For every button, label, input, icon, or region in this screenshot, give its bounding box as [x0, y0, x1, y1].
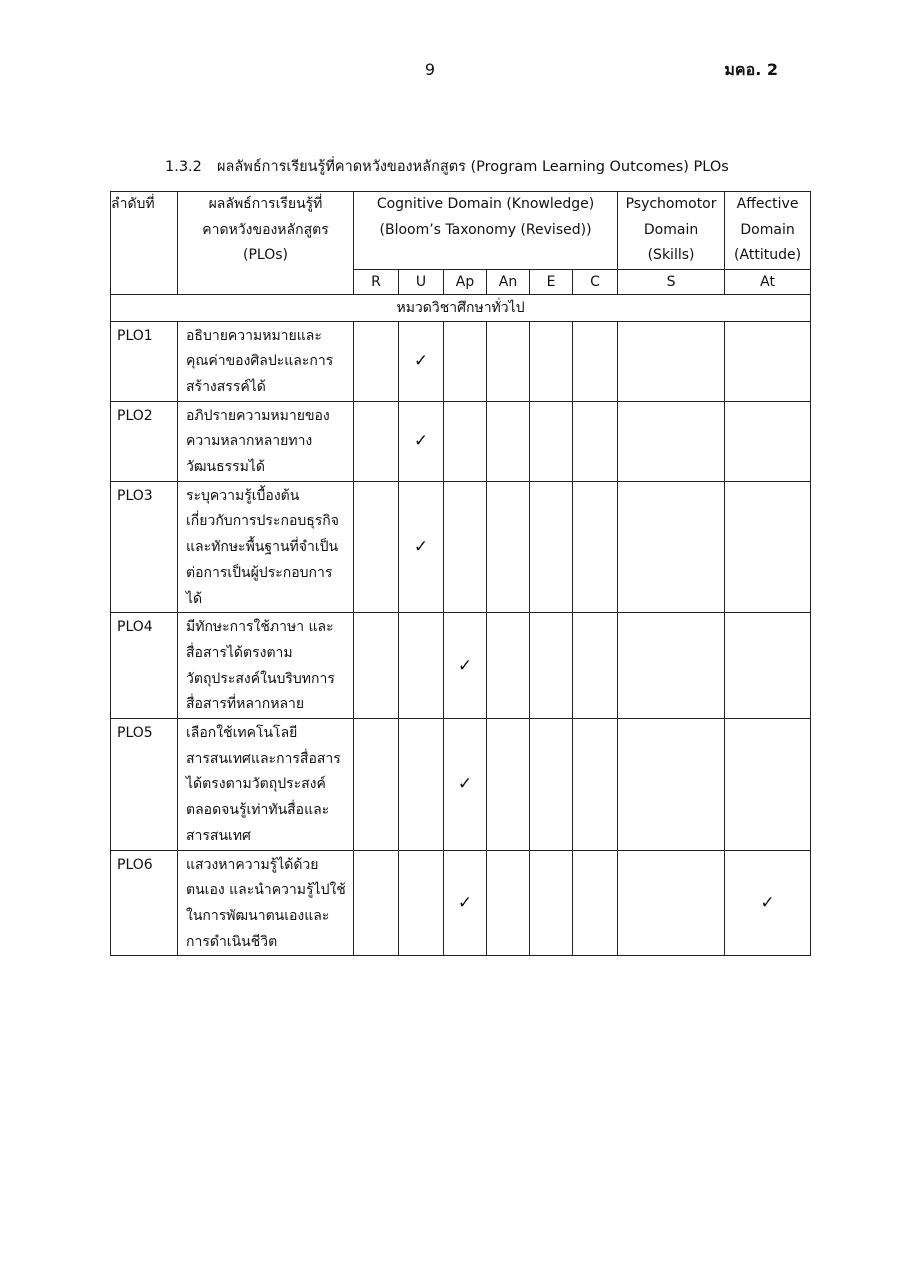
plo-id: PLO2: [111, 401, 178, 481]
domain-cell-an: [487, 719, 530, 851]
domain-cell-c: [573, 481, 618, 613]
domain-cell-s: [618, 613, 725, 719]
domain-cell-an: [487, 613, 530, 719]
domain-cell-an: [487, 850, 530, 956]
table-row: [111, 719, 811, 851]
domain-cell-r: [354, 850, 399, 956]
domain-cell-e: [530, 850, 573, 956]
plo-outcome: [178, 850, 354, 956]
affective-header-line: Affective: [736, 196, 799, 212]
subheader-s: S: [618, 269, 725, 294]
domain-cell-r: [354, 481, 399, 613]
plo-id: PLO1: [111, 321, 178, 401]
checkmark-icon: ✓: [457, 774, 473, 795]
plo-id: PLO4: [111, 613, 178, 719]
domain-cell-r: [354, 613, 399, 719]
affective-header-line: Domain: [740, 221, 795, 238]
domain-cell-ap: [444, 850, 487, 956]
domain-cell-ap: [444, 401, 487, 481]
header-row: [111, 192, 811, 270]
domain-cell-an: [487, 481, 530, 613]
plo-outcome-line: อธิบายความหมายและ: [186, 327, 322, 344]
section-heading: [165, 155, 729, 178]
psychomotor-header-line: Domain: [643, 221, 699, 238]
plo-outcome-line: สื่อสารได้ตรงตาม: [186, 644, 293, 661]
domain-cell-u: [399, 613, 444, 719]
psychomotor-header-line: (Skills): [647, 247, 695, 263]
domain-cell-r: [354, 719, 399, 851]
domain-cell-c: [573, 401, 618, 481]
subheader-c: C: [573, 269, 618, 294]
plo-outcome-line: ความหลากหลายทาง: [186, 433, 313, 450]
domain-cell-c: [573, 719, 618, 851]
table-row: [111, 850, 811, 956]
domain-cell-at: [725, 719, 811, 851]
plo-id: PLO3: [111, 481, 178, 613]
plo-outcome: [178, 481, 354, 613]
plo-outcome-line: ในการพัฒนาตนเองและ: [186, 907, 330, 924]
subheader-at: At: [725, 269, 811, 294]
checkmark-icon: ✓: [457, 655, 473, 676]
cognitive-header-line: Cognitive Domain (Knowledge): [376, 196, 595, 212]
page-number: 9: [424, 60, 436, 79]
domain-cell-u: [399, 850, 444, 956]
table-row: [111, 401, 811, 481]
domain-cell-c: [573, 613, 618, 719]
subheader-ap: Ap: [444, 269, 487, 294]
affective-domain-header: [725, 192, 811, 270]
plo-outcome-line: สารสนเทศ: [186, 827, 251, 844]
checkmark-icon: ✓: [457, 892, 473, 913]
section-title: ผลลัพธ์การเรียนรู้ที่คาดหวังของหลักสูตร (Program Learning Outcomes) PLOs: [217, 159, 729, 175]
domain-cell-r: [354, 401, 399, 481]
subheader-u: U: [399, 269, 444, 294]
domain-cell-c: [573, 321, 618, 401]
plo-outcome: [178, 719, 354, 851]
psychomotor-domain-header: [618, 192, 725, 270]
domain-cell-at: [725, 321, 811, 401]
domain-cell-e: [530, 401, 573, 481]
domain-cell-at: [725, 401, 811, 481]
domain-cell-an: [487, 401, 530, 481]
plo-id: PLO5: [111, 719, 178, 851]
section-number: 1.3.2: [165, 159, 202, 175]
domain-cell-u: [399, 401, 444, 481]
plo-outcome-line: ได้ตรงตามวัตถุประสงค์: [186, 776, 326, 793]
table-row: [111, 481, 811, 613]
plo-table: [110, 191, 811, 956]
plo-outcome-line: อภิปรายความหมายของ: [186, 407, 330, 424]
plo-outcome-line: แสวงหาความรู้ได้ด้วย: [186, 856, 319, 873]
outcome-header: [178, 192, 354, 295]
plo-outcome-line: และทักษะพื้นฐานที่จำเป็น: [186, 539, 339, 556]
domain-cell-e: [530, 481, 573, 613]
cognitive-header-line: (Bloom’s Taxonomy (Revised)): [379, 221, 592, 238]
checkmark-icon: ✓: [760, 892, 775, 913]
plo-outcome-line: เลือกใช้เทคโนโลยี: [186, 725, 298, 742]
domain-cell-ap: [444, 321, 487, 401]
domain-cell-c: [573, 850, 618, 956]
document-code: มคอ. 2: [724, 60, 778, 79]
domain-cell-e: [530, 321, 573, 401]
domain-cell-s: [618, 401, 725, 481]
plo-id: PLO6: [111, 850, 178, 956]
outcome-header-line: (PLOs): [243, 247, 288, 263]
checkmark-icon: ✓: [413, 431, 429, 452]
domain-cell-ap: [444, 613, 487, 719]
plo-outcome-line: วัฒนธรรมได้: [186, 459, 266, 476]
table-row: [111, 613, 811, 719]
plo-outcome-line: วัตถุประสงค์ในบริบทการ: [186, 670, 335, 687]
group-label: หมวดวิชาศึกษาทั่วไป: [111, 294, 811, 321]
domain-cell-u: [399, 719, 444, 851]
group-row: [111, 294, 811, 321]
subheader-e: E: [530, 269, 573, 294]
domain-cell-at: [725, 613, 811, 719]
plo-outcome: [178, 321, 354, 401]
plo-outcome-line: สร้างสรรค์ได้: [186, 378, 266, 395]
domain-cell-s: [618, 481, 725, 613]
domain-cell-s: [618, 321, 725, 401]
domain-cell-r: [354, 321, 399, 401]
plo-outcome: [178, 401, 354, 481]
domain-cell-s: [618, 850, 725, 956]
domain-cell-at: [725, 481, 811, 613]
plo-outcome-line: ตนเอง และนำความรู้ไปใช้: [186, 882, 346, 899]
plo-outcome-line: ต่อการเป็นผู้ประกอบการ: [186, 564, 333, 581]
cognitive-domain-header: [354, 192, 618, 270]
domain-cell-ap: [444, 481, 487, 613]
plo-outcome: [178, 613, 354, 719]
plo-outcome-line: ระบุความรู้เบื้องต้น: [186, 487, 300, 504]
affective-header-line: (Attitude): [734, 247, 802, 263]
table-row: [111, 321, 811, 401]
plo-outcome-line: เกี่ยวกับการประกอบธุรกิจ: [186, 513, 339, 530]
plo-outcome-line: ได้: [186, 590, 203, 607]
plo-outcome-line: สื่อสารที่หลากหลาย: [186, 696, 305, 713]
subheader-r: R: [354, 269, 399, 294]
plo-outcome-line: มีทักษะการใช้ภาษา และ: [186, 619, 334, 636]
domain-cell-e: [530, 613, 573, 719]
domain-cell-s: [618, 719, 725, 851]
domain-cell-e: [530, 719, 573, 851]
plo-outcome-line: สารสนเทศและการสื่อสาร: [186, 750, 341, 767]
plo-table-body: [111, 294, 811, 956]
psychomotor-header-line: Psychomotor: [625, 196, 717, 212]
plo-outcome-line: การดำเนินชีวิต: [186, 933, 278, 950]
domain-cell-an: [487, 321, 530, 401]
order-header: ลำดับที่: [111, 192, 178, 295]
outcome-header-line: ผลลัพธ์การเรียนรู้ที่: [208, 196, 323, 212]
checkmark-icon: ✓: [413, 351, 429, 372]
plo-outcome-line: ตลอดจนรู้เท่าทันสื่อและ: [186, 802, 330, 819]
domain-cell-ap: [444, 719, 487, 851]
outcome-header-line: คาดหวังของหลักสูตร: [202, 221, 329, 238]
domain-cell-at: [725, 850, 811, 956]
domain-cell-u: [399, 321, 444, 401]
checkmark-icon: ✓: [413, 536, 429, 557]
subheader-an: An: [487, 269, 530, 294]
plo-outcome-line: คุณค่าของศิลปะและการ: [186, 353, 334, 370]
domain-cell-u: [399, 481, 444, 613]
